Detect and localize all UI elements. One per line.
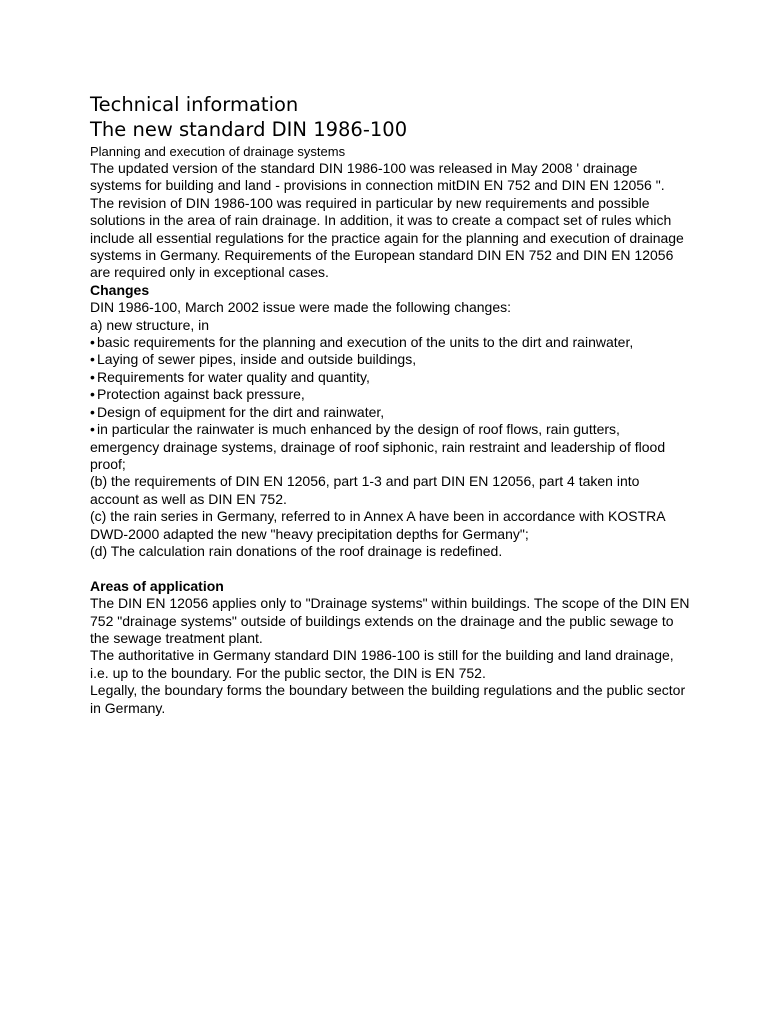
- areas-heading: Areas of application: [90, 577, 224, 594]
- bullet-text: Design of equipment for the dirt and rainwater,: [97, 403, 385, 420]
- bullet-text: Requirements for water quality and quantity,: [97, 368, 370, 385]
- changes-item-a: a) new structure, in: [90, 316, 210, 333]
- changes-heading: Changes: [90, 281, 150, 298]
- list-item: [90, 351, 690, 368]
- document-page: [90, 92, 690, 717]
- section-spacer: [90, 560, 690, 577]
- bullet-text: Laying of sewer pipes, inside and outside buildings,: [97, 351, 417, 368]
- changes-item-c: (c) the rain series in Germany, referred to in Annex A have been in accordance with KOSTRA DWD-2000 adapted the new "heavy precipitation depths for Germany";: [90, 508, 665, 542]
- intro-paragraph: The updated version of the standard DIN 1986-100 was released in May 2008 ' drainage systems for building and land - provisions in connection mitDIN EN 752 and DIN EN 12056 ". The revision of DIN 1986-100 was required in particular by new requirements and possible solutions in the area of rain drainage. In addition, it was to create a compact set of rules which include all essential regulations for the practice again for the planning and execution of drainage systems in Germany. Requirements of the European standard DIN EN 752 and DIN EN 12056 are required only in exceptional cases.: [90, 160, 684, 281]
- bullet-text: Protection against back pressure,: [97, 386, 305, 403]
- document-subtitle: Planning and execution of drainage systems: [90, 144, 346, 159]
- changes-item-d: (d) The calculation rain donations of the roof drainage is redefined.: [90, 542, 503, 559]
- changes-lead: DIN 1986-100, March 2002 issue were made the following changes:: [90, 299, 512, 316]
- areas-paragraph-2: The authoritative in Germany standard DIN 1986-100 is still for the building and land drainage, i.e. up to the boundary. For the public sector, the DIN is EN 752.: [90, 647, 674, 681]
- bullet-icon: •: [90, 334, 95, 351]
- list-item: [90, 404, 690, 421]
- areas-paragraph-3: Legally, the boundary forms the boundary between the building regulations and the public sector in Germany.: [90, 682, 686, 716]
- bullet-icon: •: [90, 351, 95, 368]
- changes-bullet-list: [90, 334, 690, 473]
- bullet-icon: •: [90, 368, 95, 385]
- list-item: [90, 386, 690, 403]
- list-item: [90, 334, 690, 351]
- list-item: [90, 421, 690, 473]
- document-title: [90, 92, 690, 142]
- bullet-icon: •: [90, 403, 95, 420]
- list-item: [90, 369, 690, 386]
- changes-item-b: (b) the requirements of DIN EN 12056, part 1-3 and part DIN EN 12056, part 4 taken into account as well as DIN EN 752.: [90, 473, 640, 507]
- title-line-2: The new standard DIN 1986-100: [90, 118, 408, 141]
- bullet-text: in particular the rainwater is much enhanced by the design of roof flows, rain gutters, emergency drainage systems, drainage of roof siphonic, rain restraint and leadership of flood proof;: [90, 421, 666, 472]
- bullet-text: basic requirements for the planning and execution of the units to the dirt and rainwater,: [97, 334, 634, 351]
- areas-paragraph-1: The DIN EN 12056 applies only to "Drainage systems" within buildings. The scope of the DIN EN 752 "drainage systems" outside of buildings extends on the drainage and the public sewage to the sewage treatment plant.: [90, 595, 690, 646]
- title-line-1: Technical information: [90, 93, 299, 116]
- bullet-icon: •: [90, 386, 95, 403]
- bullet-icon: •: [90, 421, 95, 438]
